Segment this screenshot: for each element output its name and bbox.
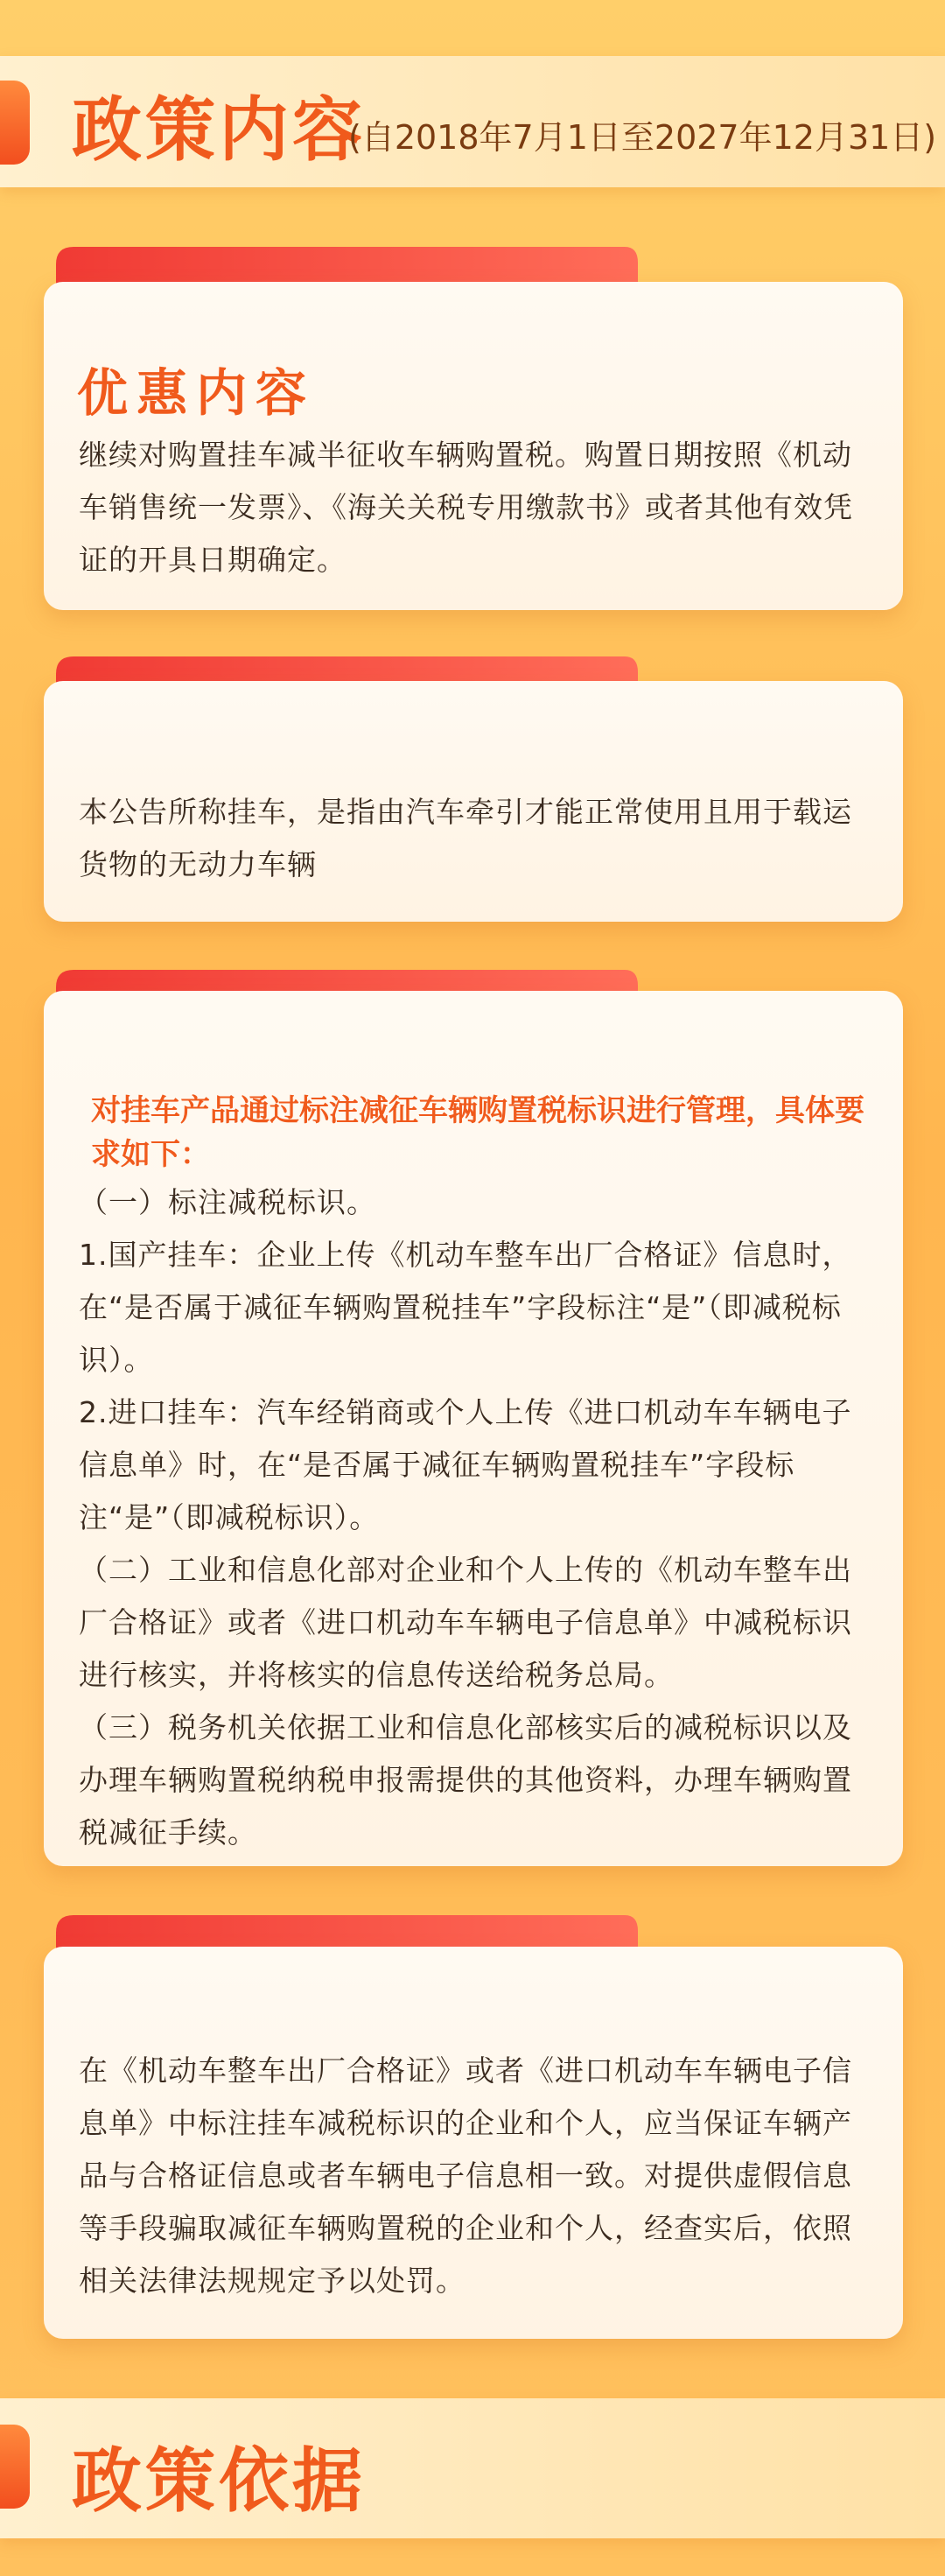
paragraph: 2.进口挂车：汽车经销商或个人上传《进口机动车车辆电子信息单》时，在“是否属于减征车辆购置税挂车”字段标注“是”（即减税标识）。: [79, 1395, 852, 1534]
section-one: [0, 247, 945, 614]
paragraph: （三）税务机关依据工业和信息化部核实后的减税标识以及办理车辆购置税纳税申报需提供的其他资料，办理车辆购置税减征手续。: [79, 1710, 852, 1850]
section-text: 本公告所称挂车，是指由汽车牵引才能正常使用且用于载运货物的无动力车辆: [79, 795, 852, 881]
policy-content-banner: [0, 56, 945, 187]
date-range-subtitle: (自2018年7月1日至2027年12月31日): [348, 118, 937, 157]
banner-accent-tab: [0, 81, 30, 165]
banner-accent-tab: [0, 2425, 30, 2509]
section-four: [0, 1915, 945, 2344]
section-card: [44, 991, 903, 1866]
policy-basis-banner: [0, 2398, 945, 2538]
section-two: [0, 656, 945, 928]
section-heading: 优惠内容: [77, 363, 316, 423]
paragraph: （二）工业和信息化部对企业和个人上传的《机动车整车出厂合格证》或者《进口机动车车辆电子信息单》中减税标识进行核实，并将核实的信息传送给税务总局。: [79, 1553, 852, 1692]
section-lead: 对挂车产品通过标注减征车辆购置税标识进行管理，具体要求如下：: [91, 1093, 864, 1172]
section-text: 在《机动车整车出厂合格证》或者《进口机动车车辆电子信息单》中标注挂车减税标识的企业和个人，应当保证车辆产品与合格证信息或者车辆电子信息相一致。对提供虚假信息等手段骗取减征车辆购置税的企业和个人，经查实后，依照相关法律法规规定予以处罚。: [79, 2053, 852, 2298]
page-title: 政策内容: [72, 89, 366, 171]
section-card: [44, 681, 903, 922]
section-card: [44, 1947, 903, 2339]
section-title: 政策依据: [72, 2440, 366, 2522]
section-three: [0, 970, 945, 1871]
section-text: 继续对购置挂车减半征收车辆购置税。购置日期按照《机动车销售统一发票》、《海关关税专用缴款书》或者其他有效凭证的开具日期确定。: [79, 438, 853, 577]
section-card: [44, 282, 903, 610]
section-body: [79, 1176, 877, 1859]
paragraph: 1.国产挂车：企业上传《机动车整车出厂合格证》信息时，在“是否属于减征车辆购置税挂车”字段标注“是”（即减税标识）。: [79, 1238, 852, 1377]
paragraph: （一）标注减税标识。: [79, 1185, 376, 1219]
